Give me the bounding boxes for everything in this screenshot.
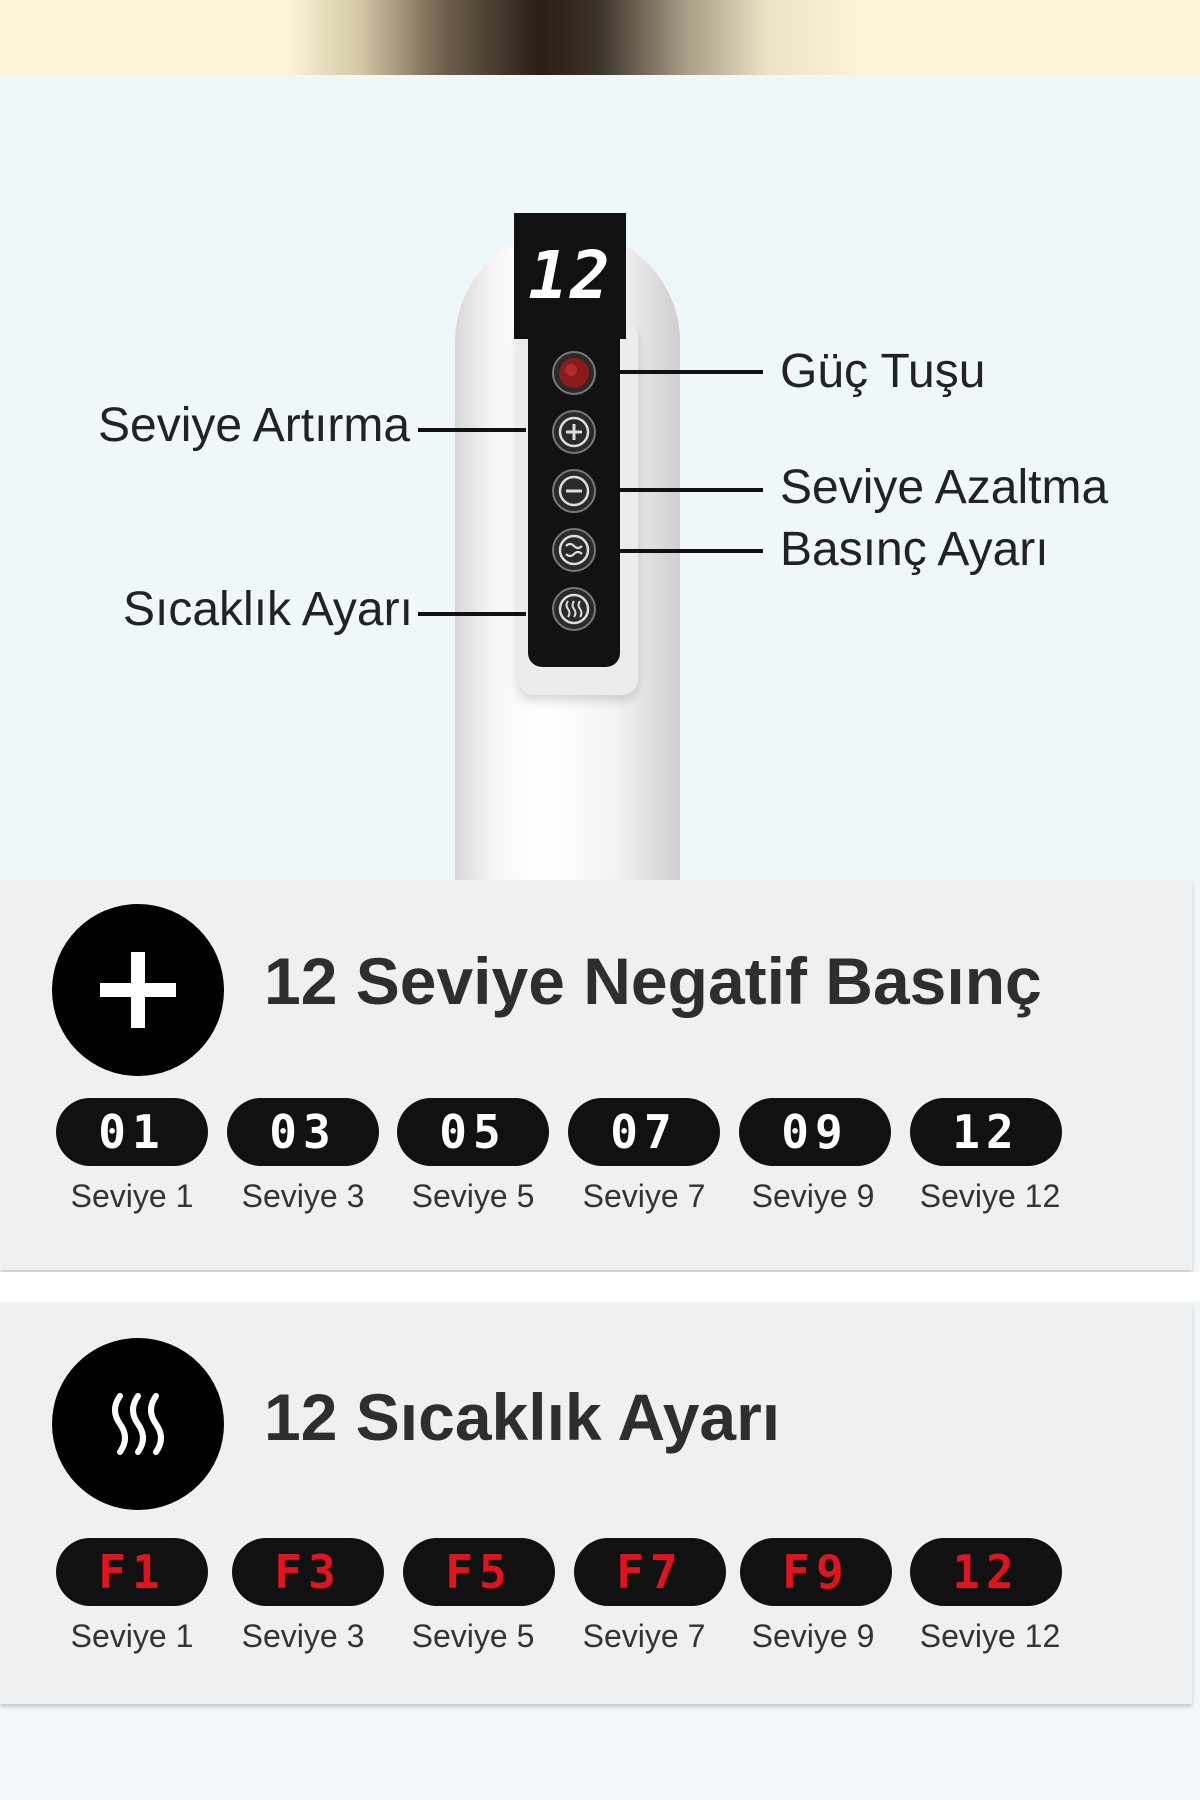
level-up-callout-label: Seviye Artırma [98, 399, 411, 452]
pressure-level-pill [227, 1098, 379, 1166]
pressure-level-value: 01 [98, 1105, 166, 1159]
heat-section [0, 1304, 1192, 1704]
heat-level-value: F3 [274, 1545, 342, 1599]
pressure-button[interactable] [552, 528, 596, 572]
level-down-callout-label: Seviye Azaltma [780, 461, 1109, 514]
heat-level-pill [574, 1538, 726, 1606]
power-button[interactable] [552, 351, 596, 395]
pressure-section [0, 880, 1192, 1270]
section-separator [0, 1272, 1200, 1302]
heat-level-label: Seviye 5 [411, 1618, 535, 1654]
heat-waves-icon [52, 1338, 224, 1510]
level-up-button[interactable] [552, 410, 596, 454]
heat-level-pill [56, 1538, 208, 1606]
pressure-section-title: 12 Seviye Negatif Basınç [264, 944, 1042, 1018]
heat-level-label: Seviye 7 [582, 1618, 706, 1654]
power-icon [554, 353, 594, 393]
heat-level-pill [403, 1538, 555, 1606]
device-display-value: 12 [528, 237, 612, 314]
heat-button[interactable] [552, 587, 596, 631]
pressure-level-pill [739, 1098, 891, 1166]
pressure-level-value: 12 [952, 1105, 1020, 1159]
heat-level-pill [232, 1538, 384, 1606]
pressure-level-label: Seviye 9 [751, 1178, 875, 1214]
pressure-level-value: 03 [269, 1105, 337, 1159]
device-hero [0, 75, 1200, 880]
heat-level-value: 12 [952, 1545, 1020, 1599]
pressure-level-label: Seviye 5 [411, 1178, 535, 1214]
heat-section-title: 12 Sıcaklık Ayarı [264, 1380, 781, 1454]
power-callout-label: Güç Tuşu [780, 345, 986, 398]
heat-level-label: Seviye 9 [751, 1618, 875, 1654]
plus-icon [52, 904, 224, 1076]
device-display [514, 213, 626, 339]
heat-level-value: F7 [616, 1545, 684, 1599]
minus-icon [554, 471, 594, 511]
heat-level-value: F1 [98, 1545, 166, 1599]
pressure-level-value: 09 [781, 1105, 849, 1159]
heat-section-icon [52, 1338, 224, 1510]
heat-level-value: F5 [445, 1545, 513, 1599]
heat-level-label: Seviye 3 [241, 1618, 365, 1654]
heat-callout-label: Sıcaklık Ayarı [123, 583, 413, 636]
heat-callout-line [418, 612, 526, 616]
pressure-callout-line [615, 549, 763, 553]
level-up-callout-line [418, 428, 526, 432]
pressure-level-pill [397, 1098, 549, 1166]
heat-waves-icon [554, 589, 594, 629]
pressure-level-label: Seviye 12 [919, 1178, 1061, 1214]
heat-level-label: Seviye 1 [70, 1618, 194, 1654]
heat-level-value: F9 [782, 1545, 850, 1599]
pressure-level-label: Seviye 1 [70, 1178, 194, 1214]
pressure-level-label: Seviye 3 [241, 1178, 365, 1214]
pressure-level-value: 05 [439, 1105, 507, 1159]
level-down-button[interactable] [552, 469, 596, 513]
heat-level-pill [740, 1538, 892, 1606]
heat-level-pill [910, 1538, 1062, 1606]
pressure-level-value: 07 [610, 1105, 678, 1159]
heat-level-label: Seviye 12 [919, 1618, 1061, 1654]
pressure-callout-label: Basınç Ayarı [780, 523, 1049, 576]
control-panel [528, 337, 620, 667]
pressure-level-label: Seviye 7 [582, 1178, 706, 1214]
pressure-section-icon [52, 904, 224, 1076]
pressure-level-pill [910, 1098, 1062, 1166]
pressure-icon [554, 530, 594, 570]
level-down-callout-line [615, 488, 763, 492]
pressure-level-pill [56, 1098, 208, 1166]
pressure-level-pill [568, 1098, 720, 1166]
power-callout-line [615, 370, 763, 374]
plus-icon [554, 412, 594, 452]
top-banner-strip [0, 0, 1200, 75]
